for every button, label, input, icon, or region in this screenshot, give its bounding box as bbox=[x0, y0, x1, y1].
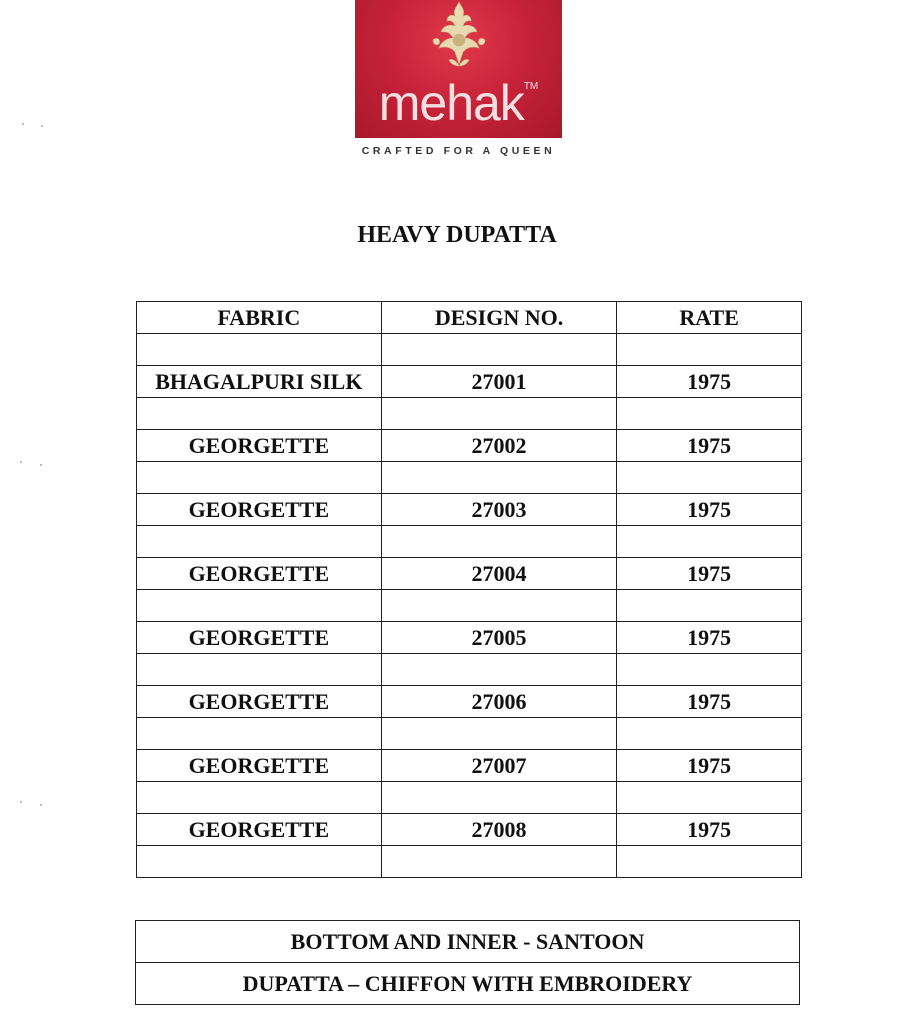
brand-name: mehak™ bbox=[378, 75, 539, 131]
empty-cell bbox=[137, 718, 382, 750]
column-header-design-no: DESIGN NO. bbox=[381, 302, 617, 334]
rate-cell: 1975 bbox=[617, 750, 802, 782]
fabric-cell: GEORGETTE bbox=[137, 686, 382, 718]
scan-speck bbox=[20, 801, 22, 803]
empty-cell bbox=[617, 846, 802, 878]
table-row bbox=[137, 430, 802, 462]
spacer-row bbox=[137, 334, 802, 366]
empty-cell bbox=[137, 782, 382, 814]
empty-cell bbox=[617, 654, 802, 686]
empty-cell bbox=[617, 334, 802, 366]
trademark-mark: TM bbox=[523, 81, 539, 92]
empty-cell bbox=[137, 462, 382, 494]
empty-cell bbox=[137, 590, 382, 622]
design-no-cell: 27002 bbox=[381, 430, 617, 462]
empty-cell bbox=[137, 526, 382, 558]
rate-cell: 1975 bbox=[617, 814, 802, 846]
damask-ornament-icon bbox=[427, 0, 491, 68]
rate-cell: 1975 bbox=[617, 686, 802, 718]
scan-speck bbox=[40, 804, 42, 806]
table-row bbox=[137, 366, 802, 398]
table-row bbox=[137, 494, 802, 526]
empty-cell bbox=[617, 590, 802, 622]
design-no-cell: 27005 bbox=[381, 622, 617, 654]
fabric-cell: GEORGETTE bbox=[137, 558, 382, 590]
spacer-row bbox=[137, 846, 802, 878]
empty-cell bbox=[381, 462, 617, 494]
empty-cell bbox=[381, 718, 617, 750]
design-no-cell: 27004 bbox=[381, 558, 617, 590]
empty-cell bbox=[381, 526, 617, 558]
fabric-cell: BHAGALPURI SILK bbox=[137, 366, 382, 398]
fabric-cell: GEORGETTE bbox=[137, 750, 382, 782]
rate-cell: 1975 bbox=[617, 366, 802, 398]
empty-cell bbox=[617, 462, 802, 494]
empty-cell bbox=[381, 334, 617, 366]
empty-cell bbox=[381, 782, 617, 814]
spacer-row bbox=[137, 526, 802, 558]
empty-cell bbox=[137, 654, 382, 686]
design-no-cell: 27008 bbox=[381, 814, 617, 846]
column-header-rate: RATE bbox=[617, 302, 802, 334]
rate-cell: 1975 bbox=[617, 494, 802, 526]
spacer-row bbox=[137, 462, 802, 494]
empty-cell bbox=[137, 846, 382, 878]
table-row bbox=[137, 558, 802, 590]
brand-logo bbox=[355, 0, 562, 138]
empty-cell bbox=[381, 654, 617, 686]
table-header-row bbox=[137, 302, 802, 334]
design-no-cell: 27006 bbox=[381, 686, 617, 718]
fabric-cell: GEORGETTE bbox=[137, 494, 382, 526]
spacer-row bbox=[137, 398, 802, 430]
rate-cell: 1975 bbox=[617, 622, 802, 654]
empty-cell bbox=[617, 526, 802, 558]
empty-cell bbox=[137, 334, 382, 366]
scan-speck bbox=[41, 125, 43, 127]
note-dupatta: DUPATTA – CHIFFON WITH EMBROIDERY bbox=[136, 963, 800, 1005]
note-bottom-inner: BOTTOM AND INNER - SANTOON bbox=[136, 921, 800, 963]
spacer-row bbox=[137, 590, 802, 622]
empty-cell bbox=[617, 782, 802, 814]
scan-speck bbox=[40, 464, 42, 466]
price-table bbox=[136, 301, 802, 878]
empty-cell bbox=[617, 398, 802, 430]
empty-cell bbox=[381, 846, 617, 878]
page-title: HEAVY DUPATTA bbox=[357, 222, 557, 248]
fabric-cell: GEORGETTE bbox=[137, 622, 382, 654]
table-row bbox=[137, 686, 802, 718]
fabric-cell: GEORGETTE bbox=[137, 814, 382, 846]
design-no-cell: 27007 bbox=[381, 750, 617, 782]
table-row bbox=[137, 750, 802, 782]
table-row bbox=[137, 814, 802, 846]
empty-cell bbox=[137, 398, 382, 430]
scan-speck bbox=[20, 461, 22, 463]
spacer-row bbox=[137, 654, 802, 686]
fabric-cell: GEORGETTE bbox=[137, 430, 382, 462]
table-row bbox=[137, 622, 802, 654]
empty-cell bbox=[381, 398, 617, 430]
note-row bbox=[136, 921, 800, 963]
rate-cell: 1975 bbox=[617, 558, 802, 590]
notes-table bbox=[135, 920, 800, 1005]
empty-cell bbox=[381, 590, 617, 622]
design-no-cell: 27001 bbox=[381, 366, 617, 398]
spacer-row bbox=[137, 718, 802, 750]
column-header-fabric: FABRIC bbox=[137, 302, 382, 334]
rate-cell: 1975 bbox=[617, 430, 802, 462]
spacer-row bbox=[137, 782, 802, 814]
design-no-cell: 27003 bbox=[381, 494, 617, 526]
scan-speck bbox=[22, 123, 24, 125]
note-row bbox=[136, 963, 800, 1005]
brand-tagline: CRAFTED FOR A QUEEN bbox=[361, 145, 556, 157]
empty-cell bbox=[617, 718, 802, 750]
